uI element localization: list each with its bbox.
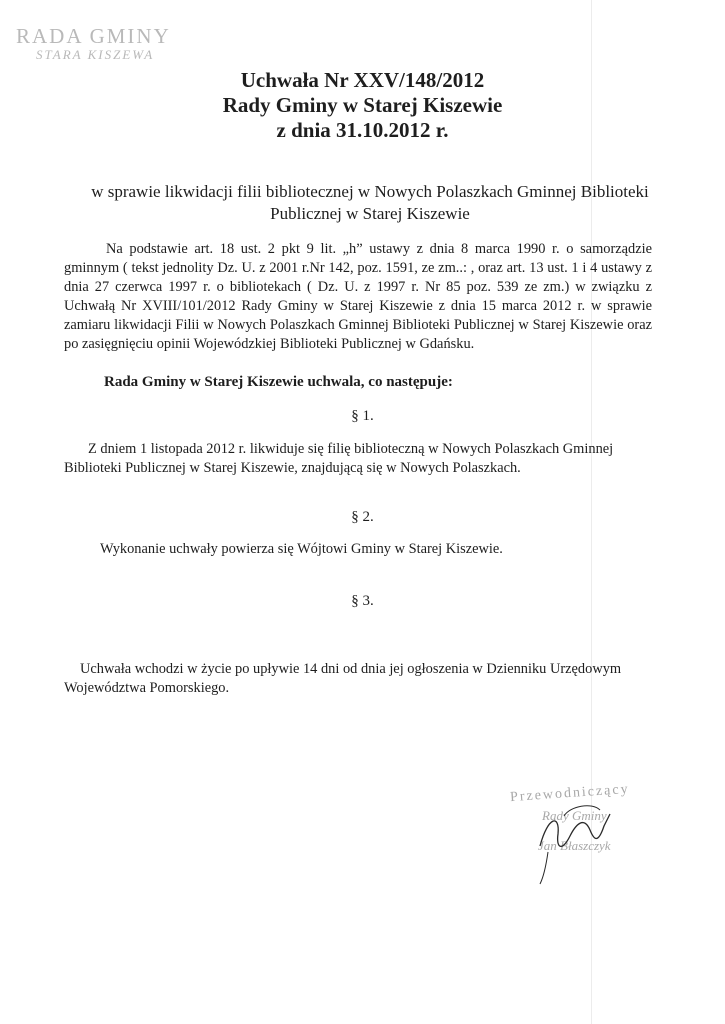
section-text-2: Wykonanie uchwały powierza się Wójtowi Gminy w Starej Kiszewie. [100, 541, 503, 557]
subject-line-2: Publicznej w Starej Kiszewie [270, 204, 470, 223]
stamp-line-1: RADA GMINY [16, 24, 171, 48]
section-mark-2: § 2. [351, 509, 374, 525]
signature-stamp [500, 781, 650, 886]
resolution-title [0, 68, 725, 143]
council-stamp [16, 24, 171, 63]
section-text-3: Uchwała wchodzi w życie po upływie 14 dni od dnia jej ogłoszenia w Dzienniku Urzędowym Województwa Pomorskiego. [64, 661, 622, 696]
signature-name: Jan Błaszczyk [538, 838, 611, 853]
title-line-2: Rady Gminy w Starej Kiszewie [222, 93, 503, 117]
legal-basis-paragraph: Na podstawie art. 18 ust. 2 pkt 9 lit. „h” ustawy z dnia 8 marca 1990 r. o samorządzie gminnym ( tekst jednolity Dz. U. z 2001 r.Nr 142, poz. 1591, ze zm..: , oraz art. 13 ust. 1 i 4 ustawy z dnia 27 czerwca 1997 r. o bibliotekach ( Dz. U. z 1997 r. Nr 85 poz. 539 ze zm.) w związku z Uchwałą Nr XVIII/101/2012 Rady Gminy w Starej Kiszewie z dnia 15 marca 2012 r. w sprawie zamiaru likwidacji Filii w Nowych Polaszkach Gminnej Biblioteki Publicznej w Starej Kiszewie oraz po zasięgnięciu opinii Wojewódzkiej Biblioteki Publicznej w Gdańsku. [64, 241, 652, 352]
stamp-line-2: STARA KISZEWA [36, 47, 155, 62]
section-text-1: Z dniem 1 listopada 2012 r. likwiduje się filię biblioteczną w Nowych Polaszkach Gminnej Biblioteki Publicznej w Starej Kiszewie, znajdującą się w Nowych Polaszkach. [64, 441, 614, 476]
resolution-subject [60, 181, 680, 225]
subject-line-1: w sprawie likwidacji filii bibliotecznej w Nowych Polaszkach Gminnej Biblioteki [91, 182, 649, 201]
signature-role: Przewodniczący [509, 781, 631, 806]
title-line-3: z dnia 31.10.2012 r. [276, 118, 449, 142]
section-mark-1: § 1. [351, 408, 374, 424]
section-mark-3: § 3. [351, 593, 374, 609]
title-line-1: Uchwała Nr XXV/148/2012 [240, 68, 485, 92]
handwritten-signature-icon [500, 786, 650, 886]
signature-body: Rady Gminy [542, 808, 607, 823]
resolves-heading: Rada Gminy w Starej Kiszewie uchwala, co następuje: [104, 374, 453, 390]
